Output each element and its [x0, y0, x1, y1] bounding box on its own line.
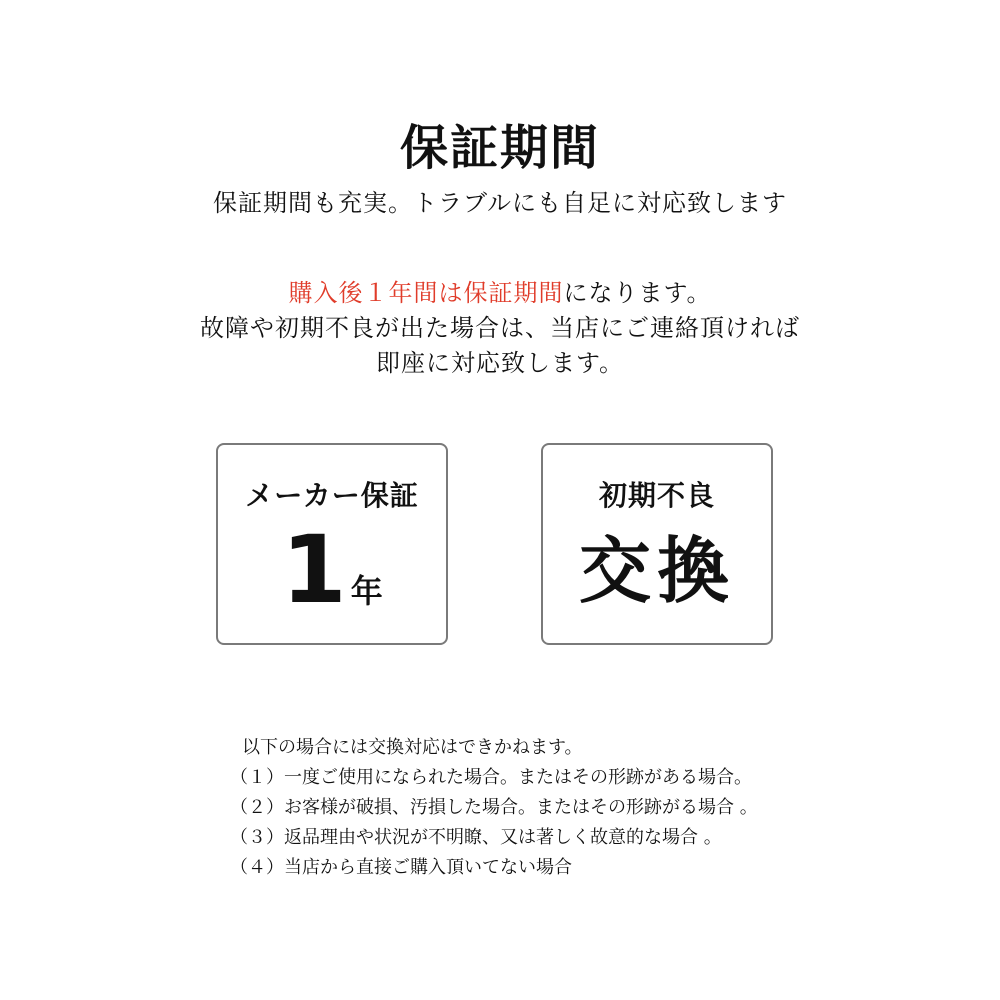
exclusion-item: （１）一度ご使用になられた場合。またはその形跡がある場合。	[230, 767, 752, 788]
intro-line-1	[0, 276, 1000, 311]
initial-defect-value	[543, 521, 771, 641]
maker-warranty-card	[216, 443, 448, 645]
exclusion-item: （２）お客様が破損、汚損した場合。またはその形跡がる場合 。	[230, 797, 758, 818]
initial-defect-label: 初期不良	[598, 479, 715, 512]
exchange-exclusions	[230, 733, 830, 883]
initial-defect-card	[541, 443, 773, 645]
exclusion-item: （４）当店から直接ご購入頂いてない場合	[230, 857, 572, 878]
exclusion-item: （３）返品理由や状況が不明瞭、又は著しく故意的な場合 。	[230, 827, 722, 848]
intro-line-1-rest: になります。	[563, 279, 712, 307]
warranty-intro	[0, 276, 1000, 381]
exchange-text: 交換	[578, 529, 735, 613]
intro-line-2: 故障や初期不良が出た場合は、当店にご連絡頂ければ	[200, 314, 800, 342]
page-title: 保証期間	[399, 120, 600, 176]
maker-warranty-label: メーカー保証	[245, 479, 419, 512]
exclusions-intro: 以下の場合には交換対応はできかねます。	[242, 737, 583, 758]
warranty-years-unit: 年	[350, 572, 383, 610]
maker-warranty-value	[218, 516, 446, 647]
warranty-highlight: 購入後１年間は保証期間	[288, 279, 564, 307]
intro-line-3: 即座に対応致します。	[375, 349, 625, 377]
page-subtitle: 保証期間も充実。トラブルにも自足に対応致します	[212, 189, 788, 217]
warranty-years-number: 1	[281, 516, 347, 625]
